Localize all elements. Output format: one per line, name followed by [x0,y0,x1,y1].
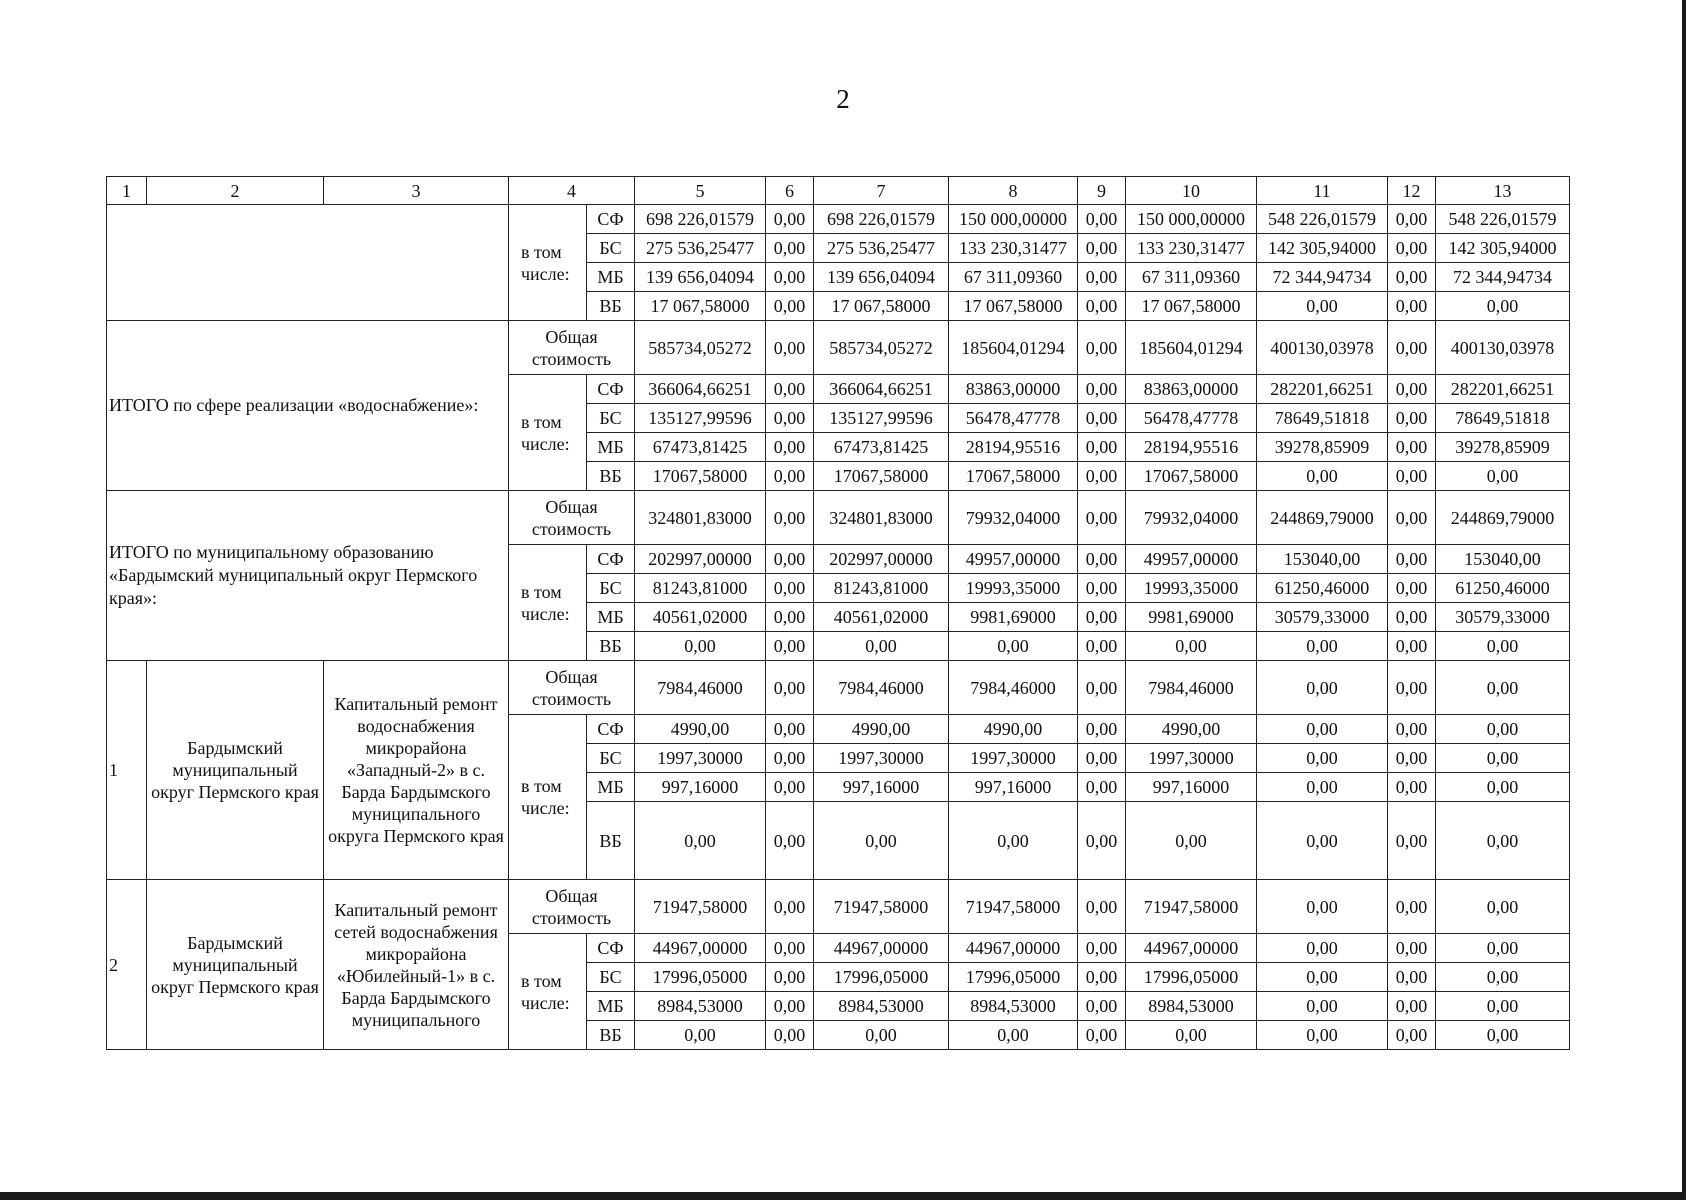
including-label: в том числе: [509,934,587,1050]
value-cell: 79932,04000 [949,491,1078,545]
value-cell: 0,00 [1436,992,1570,1021]
scan-right-edge [1682,0,1686,1200]
total-cost-label: Общая стоимость [509,661,635,715]
fund-type-vb: ВБ [587,292,635,321]
including-label: в том числе: [509,375,587,491]
value-cell: 0,00 [1257,661,1388,715]
value-cell: 28194,95516 [949,433,1078,462]
value-cell: 0,00 [1078,603,1126,632]
value-cell: 400130,03978 [1257,321,1388,375]
value-cell: 0,00 [1388,375,1436,404]
value-cell: 67473,81425 [814,433,949,462]
value-cell: 0,00 [814,632,949,661]
table-row [107,205,1570,234]
value-cell: 0,00 [949,802,1078,880]
value-cell: 0,00 [1078,375,1126,404]
column-header: 11 [1257,177,1388,205]
value-cell: 56478,47778 [949,404,1078,433]
column-header: 1 [107,177,147,205]
value-cell: 0,00 [1388,574,1436,603]
value-cell: 1997,30000 [949,744,1078,773]
value-cell: 39278,85909 [1257,433,1388,462]
value-cell: 71947,58000 [635,880,766,934]
item-number: 2 [107,880,147,1050]
value-cell: 0,00 [949,1021,1078,1050]
value-cell: 0,00 [1126,1021,1257,1050]
value-cell: 78649,51818 [1436,404,1570,433]
value-cell: 153040,00 [1436,545,1570,574]
value-cell: 17996,05000 [635,963,766,992]
value-cell: 7984,46000 [1126,661,1257,715]
value-cell: 0,00 [766,491,814,545]
value-cell: 366064,66251 [814,375,949,404]
value-cell: 997,16000 [635,773,766,802]
value-cell: 9981,69000 [1126,603,1257,632]
fund-type-bs: БС [587,963,635,992]
column-header: 3 [324,177,509,205]
value-cell: 997,16000 [814,773,949,802]
value-cell: 0,00 [1388,545,1436,574]
value-cell: 997,16000 [949,773,1078,802]
value-cell: 548 226,01579 [1257,205,1388,234]
column-header: 12 [1388,177,1436,205]
value-cell: 324801,83000 [814,491,949,545]
value-cell: 17 067,58000 [635,292,766,321]
value-cell: 17 067,58000 [814,292,949,321]
value-cell: 0,00 [766,632,814,661]
value-cell: 71947,58000 [814,880,949,934]
value-cell: 67 311,09360 [1126,263,1257,292]
value-cell: 78649,51818 [1257,404,1388,433]
value-cell: 0,00 [1388,462,1436,491]
value-cell: 0,00 [766,773,814,802]
fund-type-mb: МБ [587,433,635,462]
value-cell: 185604,01294 [949,321,1078,375]
value-cell: 0,00 [814,802,949,880]
value-cell: 0,00 [1078,433,1126,462]
value-cell: 133 230,31477 [949,234,1078,263]
value-cell: 244869,79000 [1257,491,1388,545]
value-cell: 0,00 [1436,715,1570,744]
value-cell: 0,00 [1388,205,1436,234]
value-cell: 0,00 [766,802,814,880]
municipal-total-label: ИТОГО по муниципальному образованию «Бардымский муниципальный округ Пермского края»: [107,491,509,661]
total-cost-label: Общая стоимость [509,491,635,545]
value-cell: 0,00 [1388,292,1436,321]
value-cell: 0,00 [1257,802,1388,880]
value-cell: 17996,05000 [814,963,949,992]
value-cell: 0,00 [1388,934,1436,963]
value-cell: 0,00 [1078,404,1126,433]
value-cell: 133 230,31477 [1126,234,1257,263]
value-cell: 0,00 [1436,934,1570,963]
value-cell: 0,00 [1388,773,1436,802]
value-cell: 244869,79000 [1436,491,1570,545]
fund-type-mb: МБ [587,773,635,802]
scan-bottom-edge [0,1192,1686,1200]
value-cell: 19993,35000 [1126,574,1257,603]
value-cell: 548 226,01579 [1436,205,1570,234]
value-cell: 0,00 [1257,963,1388,992]
value-cell: 40561,02000 [814,603,949,632]
value-cell: 0,00 [1388,661,1436,715]
value-cell: 0,00 [1388,802,1436,880]
value-cell: 83863,00000 [1126,375,1257,404]
value-cell: 324801,83000 [635,491,766,545]
value-cell: 49957,00000 [1126,545,1257,574]
value-cell: 0,00 [1388,491,1436,545]
object-name: Капитальный ремонт водоснабжения микрорайона «Западный-2» в с. Барда Бардымского муниципального округа Пермского края [324,661,509,880]
value-cell: 9981,69000 [949,603,1078,632]
value-cell: 28194,95516 [1126,433,1257,462]
value-cell: 0,00 [1257,744,1388,773]
value-cell: 1997,30000 [1126,744,1257,773]
value-cell: 72 344,94734 [1257,263,1388,292]
fund-type-vb: ВБ [587,1021,635,1050]
value-cell: 0,00 [1257,292,1388,321]
value-cell: 0,00 [1078,545,1126,574]
value-cell: 0,00 [949,632,1078,661]
value-cell: 0,00 [766,963,814,992]
value-cell: 0,00 [1257,934,1388,963]
value-cell: 142 305,94000 [1436,234,1570,263]
value-cell: 0,00 [766,934,814,963]
value-cell: 0,00 [635,1021,766,1050]
value-cell: 0,00 [1436,880,1570,934]
value-cell: 585734,05272 [635,321,766,375]
value-cell: 17067,58000 [814,462,949,491]
fund-type-vb: ВБ [587,462,635,491]
value-cell: 1997,30000 [814,744,949,773]
fund-type-sf: СФ [587,205,635,234]
value-cell: 0,00 [1078,263,1126,292]
empty-label-cell [107,205,509,321]
including-label: в том числе: [509,205,587,321]
value-cell: 0,00 [1078,292,1126,321]
value-cell: 1997,30000 [635,744,766,773]
value-cell: 185604,01294 [1126,321,1257,375]
value-cell: 997,16000 [1126,773,1257,802]
value-cell: 0,00 [1126,802,1257,880]
value-cell: 72 344,94734 [1436,263,1570,292]
value-cell: 0,00 [1078,744,1126,773]
value-cell: 0,00 [1078,992,1126,1021]
value-cell: 7984,46000 [949,661,1078,715]
value-cell: 0,00 [1436,462,1570,491]
value-cell: 30579,33000 [1436,603,1570,632]
fund-type-bs: БС [587,744,635,773]
fund-type-bs: БС [587,234,635,263]
value-cell: 0,00 [766,880,814,934]
value-cell: 0,00 [766,744,814,773]
value-cell: 0,00 [814,1021,949,1050]
value-cell: 0,00 [1436,632,1570,661]
value-cell: 17067,58000 [635,462,766,491]
value-cell: 0,00 [766,205,814,234]
column-header: 7 [814,177,949,205]
district-name: Бардымский муниципальный округ Пермского края [147,880,324,1050]
value-cell: 7984,46000 [635,661,766,715]
value-cell: 0,00 [766,1021,814,1050]
value-cell: 0,00 [1388,963,1436,992]
value-cell: 0,00 [1436,963,1570,992]
fund-type-bs: БС [587,574,635,603]
value-cell: 0,00 [1388,1021,1436,1050]
value-cell: 0,00 [1388,992,1436,1021]
value-cell: 0,00 [1078,321,1126,375]
value-cell: 202997,00000 [635,545,766,574]
value-cell: 44967,00000 [1126,934,1257,963]
value-cell: 150 000,00000 [949,205,1078,234]
value-cell: 0,00 [1078,880,1126,934]
value-cell: 135127,99596 [635,404,766,433]
value-cell: 0,00 [1126,632,1257,661]
column-header: 10 [1126,177,1257,205]
value-cell: 0,00 [766,404,814,433]
fund-type-vb: ВБ [587,802,635,880]
value-cell: 44967,00000 [635,934,766,963]
value-cell: 0,00 [1388,263,1436,292]
value-cell: 71947,58000 [1126,880,1257,934]
value-cell: 61250,46000 [1436,574,1570,603]
item-number: 1 [107,661,147,880]
value-cell: 0,00 [766,462,814,491]
value-cell: 40561,02000 [635,603,766,632]
column-header: 9 [1078,177,1126,205]
fund-type-sf: СФ [587,375,635,404]
value-cell: 0,00 [766,433,814,462]
value-cell: 17996,05000 [949,963,1078,992]
value-cell: 0,00 [766,321,814,375]
column-header: 2 [147,177,324,205]
value-cell: 400130,03978 [1436,321,1570,375]
value-cell: 17067,58000 [1126,462,1257,491]
value-cell: 0,00 [1388,321,1436,375]
value-cell: 0,00 [766,992,814,1021]
value-cell: 17067,58000 [949,462,1078,491]
fund-type-sf: СФ [587,545,635,574]
value-cell: 0,00 [1436,744,1570,773]
value-cell: 81243,81000 [814,574,949,603]
value-cell: 17 067,58000 [949,292,1078,321]
column-header: 6 [766,177,814,205]
fund-type-mb: МБ [587,603,635,632]
value-cell: 0,00 [1257,632,1388,661]
value-cell: 698 226,01579 [814,205,949,234]
value-cell: 7984,46000 [814,661,949,715]
value-cell: 8984,53000 [1126,992,1257,1021]
fund-type-sf: СФ [587,934,635,963]
value-cell: 0,00 [1078,773,1126,802]
value-cell: 0,00 [1388,234,1436,263]
value-cell: 0,00 [1078,491,1126,545]
value-cell: 8984,53000 [949,992,1078,1021]
fund-type-bs: БС [587,404,635,433]
value-cell: 150 000,00000 [1126,205,1257,234]
water-supply-total-label: ИТОГО по сфере реализации «водоснабжение»: [107,321,509,491]
including-label: в том числе: [509,545,587,661]
value-cell: 49957,00000 [949,545,1078,574]
fund-type-vb: ВБ [587,632,635,661]
value-cell: 139 656,04094 [814,263,949,292]
value-cell: 17996,05000 [1126,963,1257,992]
value-cell: 71947,58000 [949,880,1078,934]
value-cell: 275 536,25477 [635,234,766,263]
value-cell: 67473,81425 [635,433,766,462]
total-cost-label: Общая стоимость [509,880,635,934]
value-cell: 0,00 [1388,404,1436,433]
value-cell: 19993,35000 [949,574,1078,603]
value-cell: 142 305,94000 [1257,234,1388,263]
value-cell: 0,00 [1257,462,1388,491]
value-cell: 0,00 [1078,462,1126,491]
table-row [107,880,1570,934]
value-cell: 67 311,09360 [949,263,1078,292]
value-cell: 79932,04000 [1126,491,1257,545]
value-cell: 0,00 [1388,632,1436,661]
value-cell: 0,00 [766,375,814,404]
value-cell: 8984,53000 [635,992,766,1021]
budget-table [106,176,1570,1050]
value-cell: 282201,66251 [1436,375,1570,404]
value-cell: 0,00 [1436,292,1570,321]
value-cell: 585734,05272 [814,321,949,375]
table-row [107,491,1570,545]
value-cell: 282201,66251 [1257,375,1388,404]
value-cell: 0,00 [1078,1021,1126,1050]
value-cell: 0,00 [1257,773,1388,802]
value-cell: 135127,99596 [814,404,949,433]
value-cell: 17 067,58000 [1126,292,1257,321]
fund-type-mb: МБ [587,992,635,1021]
total-cost-label: Общая стоимость [509,321,635,375]
value-cell: 4990,00 [814,715,949,744]
fund-type-sf: СФ [587,715,635,744]
value-cell: 81243,81000 [635,574,766,603]
value-cell: 0,00 [1257,992,1388,1021]
district-name: Бардымский муниципальный округ Пермского края [147,661,324,880]
column-header: 5 [635,177,766,205]
value-cell: 0,00 [1436,802,1570,880]
value-cell: 0,00 [1436,661,1570,715]
value-cell: 39278,85909 [1436,433,1570,462]
value-cell: 0,00 [1388,744,1436,773]
value-cell: 0,00 [1388,715,1436,744]
value-cell: 83863,00000 [949,375,1078,404]
value-cell: 0,00 [1078,802,1126,880]
value-cell: 4990,00 [1126,715,1257,744]
value-cell: 0,00 [1436,773,1570,802]
value-cell: 0,00 [766,234,814,263]
value-cell: 0,00 [1388,880,1436,934]
value-cell: 0,00 [1078,715,1126,744]
value-cell: 0,00 [1078,632,1126,661]
value-cell: 61250,46000 [1257,574,1388,603]
value-cell: 0,00 [766,574,814,603]
value-cell: 0,00 [1078,963,1126,992]
value-cell: 202997,00000 [814,545,949,574]
fund-type-mb: МБ [587,263,635,292]
value-cell: 0,00 [1078,234,1126,263]
value-cell: 698 226,01579 [635,205,766,234]
value-cell: 0,00 [635,802,766,880]
value-cell: 0,00 [1078,205,1126,234]
value-cell: 0,00 [1078,661,1126,715]
table-row [107,661,1570,715]
value-cell: 0,00 [766,292,814,321]
column-header: 8 [949,177,1078,205]
value-cell: 153040,00 [1257,545,1388,574]
value-cell: 0,00 [766,603,814,632]
value-cell: 8984,53000 [814,992,949,1021]
page-number: 2 [836,84,850,114]
value-cell: 44967,00000 [814,934,949,963]
value-cell: 0,00 [1257,880,1388,934]
value-cell: 44967,00000 [949,934,1078,963]
value-cell: 0,00 [1388,603,1436,632]
table-row [107,321,1570,375]
value-cell: 56478,47778 [1126,404,1257,433]
value-cell: 366064,66251 [635,375,766,404]
value-cell: 0,00 [1078,934,1126,963]
column-header: 4 [509,177,635,205]
value-cell: 0,00 [1257,1021,1388,1050]
value-cell: 30579,33000 [1257,603,1388,632]
value-cell: 0,00 [766,661,814,715]
value-cell: 0,00 [1078,574,1126,603]
table-row [107,177,1570,205]
value-cell: 139 656,04094 [635,263,766,292]
value-cell: 0,00 [1388,433,1436,462]
value-cell: 0,00 [766,545,814,574]
value-cell: 4990,00 [635,715,766,744]
column-header: 13 [1436,177,1570,205]
value-cell: 0,00 [1257,715,1388,744]
value-cell: 4990,00 [949,715,1078,744]
value-cell: 0,00 [1436,1021,1570,1050]
value-cell: 0,00 [635,632,766,661]
value-cell: 0,00 [766,715,814,744]
including-label: в том числе: [509,715,587,880]
object-name: Капитальный ремонт сетей водоснабжения микрорайона «Юбилейный-1» в с. Барда Бардымского муниципального [324,880,509,1050]
value-cell: 0,00 [766,263,814,292]
value-cell: 275 536,25477 [814,234,949,263]
